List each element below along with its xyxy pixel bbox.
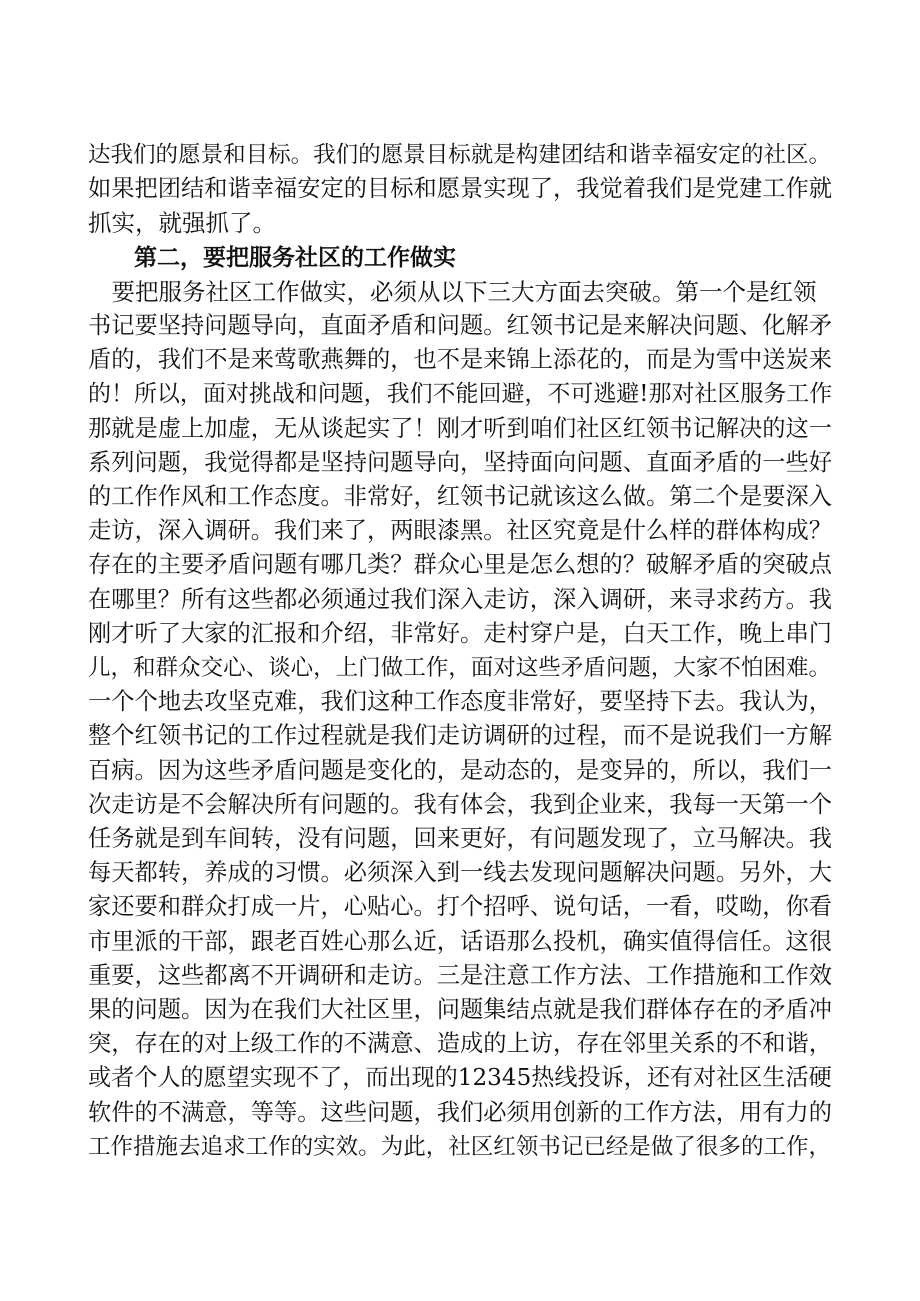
text-line: 百病。因为这些矛盾问题是变化的，是动态的，是变异的，所以，我们一 bbox=[88, 756, 833, 784]
text-line: 整个红领书记的工作过程就是我们走访调研的过程，而不是说我们一方解 bbox=[88, 722, 833, 750]
text-line: 家还要和群众打成一片，心贴心。打个招呼、说句话，一看，哎呦，你看 bbox=[88, 893, 833, 921]
text-line: 系列问题，我觉得都是坚持问题导向，坚持面向问题、直面矛盾的一些好 bbox=[88, 448, 833, 476]
text-line: 的！所以，面对挑战和问题，我们不能回避，不可逃避!那对社区服务工作 bbox=[88, 381, 833, 408]
text-line: 果的问题。因为在我们大社区里，问题集结点就是我们群体存在的矛盾冲 bbox=[88, 996, 833, 1023]
section-heading: 第二，要把服务社区的工作做实 bbox=[134, 244, 456, 271]
text-line: 刚才听了大家的汇报和介绍，非常好。走村穿户是，白天工作，晚上串门 bbox=[88, 619, 833, 647]
text-line: 工作措施去追求工作的实效。为此，社区红领书记已经是做了很多的工作， bbox=[88, 1133, 832, 1160]
text-line: 儿，和群众交心、谈心，上门做工作，面对这些矛盾问题，大家不怕困难。 bbox=[88, 655, 832, 681]
text-line: 存在的主要矛盾问题有哪几类？群众心里是怎么想的？破解矛盾的突破点 bbox=[88, 551, 833, 579]
text-line: 一个个地去攻坚克难，我们这种工作态度非常好，要坚持下去。我认为， bbox=[88, 688, 833, 716]
text-line: 任务就是到车间转，没有问题，回来更好，有问题发现了，立马解决。我 bbox=[88, 825, 833, 852]
text-line: 在哪里？所有这些都必须通过我们深入走访，深入调研，来寻求药方。我 bbox=[88, 585, 833, 613]
text-line: 那就是虚上加虚，无从谈起实了！刚才听到咱们社区红领书记解决的这一 bbox=[88, 414, 833, 442]
text-line: 每天都转，养成的习惯。必须深入到一线去发现问题解决问题。另外，大 bbox=[88, 859, 833, 887]
text-line: 达我们的愿景和目标。我们的愿景目标就是构建团结和谐幸福安定的社区。 bbox=[88, 142, 832, 168]
text-line: 书记要坚持问题导向，直面矛盾和问题。红领书记是来解决问题、化解矛 bbox=[88, 312, 833, 339]
text-line: 抓实，就强抓了。 bbox=[88, 209, 276, 238]
text-line: 走访，深入调研。我们来了，两眼漆黑。社区究竟是什么样的群体构成？ bbox=[88, 517, 833, 545]
text-line: 要把服务社区工作做实，必须从以下三大方面去突破。第一个是红领 bbox=[88, 277, 817, 306]
text-line: 市里派的干部，跟老百姓心那么近，话语那么投机，确实值得信任。这很 bbox=[88, 927, 833, 955]
text-line: 或者个人的愿望实现不了，而出现的12345热线投诉，还有对社区生活硬 bbox=[88, 1065, 832, 1092]
text-line: 软件的不满意，等等。这些问题，我们必须用创新的工作方法，用有力的 bbox=[88, 1098, 833, 1126]
text-line: 如果把团结和谐幸福安定的目标和愿景实现了，我觉着我们是党建工作就 bbox=[88, 175, 833, 203]
text-line: 的工作作风和工作态度。非常好，红领书记就该这么做。第二个是要深入 bbox=[88, 483, 833, 510]
text-line: 突，存在的对上级工作的不满意、造成的上访，存在邻里关系的不和谐， bbox=[88, 1030, 833, 1058]
text-line: 次走访是不会解决所有问题的。我有体会，我到企业来，我每一天第一个 bbox=[88, 790, 833, 818]
text-line: 重要，这些都离不开调研和走访。三是注意工作方法、工作措施和工作效 bbox=[88, 961, 833, 989]
text-line: 盾的，我们不是来莺歌燕舞的，也不是来锦上添花的，而是为雪中送炭来 bbox=[88, 346, 833, 374]
